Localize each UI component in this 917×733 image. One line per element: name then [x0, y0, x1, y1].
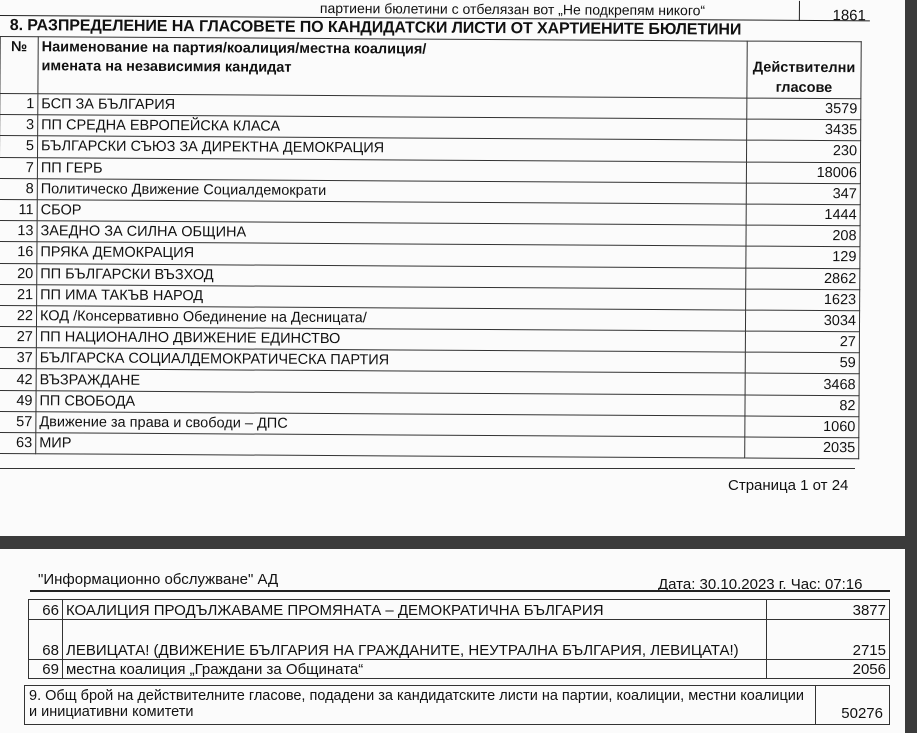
row-name: Движение за права и свободи – ДПС: [36, 412, 745, 438]
row-votes: 3468: [745, 373, 859, 395]
header-name-line2: имената на независимия кандидат: [41, 58, 292, 76]
row-votes: 27: [745, 331, 859, 353]
row-number: 11: [0, 199, 37, 220]
row-name: ПП СРЕДНА ЕВРОПЕЙСКА КЛАСА: [38, 115, 747, 141]
cell-divider: [799, 1, 800, 21]
section-9-label: 9. Общ брой на действителните гласове, подадени за кандидатските листи на партии, коалиции, местни коалиции и инициативни комитети: [29, 688, 804, 720]
page-number: Страница 1 от 24: [728, 477, 849, 494]
row-number: 5: [0, 136, 38, 157]
row-number: 20: [0, 263, 37, 284]
row-name: ПП БЪЛГАРСКИ ВЪЗХОД: [37, 263, 746, 289]
row-name: ПП НАЦИОНАЛНО ДВИЖЕНИЕ ЕДИНСТВО: [36, 327, 745, 353]
row-votes: 208: [746, 225, 860, 247]
none-of-the-above-label: партиени бюлетини с отбелязан вот „Не подкрепям никого“: [319, 0, 706, 19]
header-votes-line1: Действителни: [752, 59, 856, 77]
page-2-header-date: Дата: 30.10.2023 г. Час: 07:16: [658, 576, 863, 593]
row-votes: 59: [745, 352, 859, 374]
votes-table: [0, 36, 862, 459]
row-votes: 2862: [746, 268, 860, 290]
section-8-title: 8. РАЗПРЕДЕЛЕНИЕ НА ГЛАСОВЕТЕ ПО КАНДИДАТСКИ ЛИСТИ ОТ ХАРТИЕНИТЕ БЮЛЕТИНИ: [9, 17, 742, 39]
section-9-total-box: [24, 685, 890, 725]
row-votes: 1444: [746, 204, 860, 226]
row-votes: 82: [745, 395, 859, 417]
row-votes: 129: [746, 246, 860, 268]
section-9-total: 50276: [841, 705, 883, 722]
votes-table-body: [0, 94, 861, 459]
row-number: 8: [0, 178, 37, 199]
row-votes: 1623: [746, 289, 860, 311]
row-number: 69: [29, 660, 63, 679]
row-name: ЗАЕДНО ЗА СИЛНА ОБЩИНА: [37, 221, 746, 247]
header-name: [38, 37, 747, 98]
row-name: ЛЕВИЦАТА! (ДВИЖЕНИЕ БЪЛГАРИЯ НА ГРАЖДАНИТЕ, НЕУТРАЛНА БЪЛГАРИЯ, ЛЕВИЦАТА!): [62, 620, 766, 660]
row-number: 42: [0, 369, 36, 390]
table-row: [29, 600, 890, 620]
table-header-row: [0, 37, 861, 99]
row-name: ВЪЗРАЖДАНЕ: [36, 369, 745, 395]
cell-divider: [815, 686, 816, 724]
row-name: БЪЛГАРСКИ СЪЮЗ ЗА ДИРЕКТНА ДЕМОКРАЦИЯ: [37, 136, 746, 162]
row-name: МИР: [36, 433, 745, 459]
row-votes: 3877: [767, 600, 890, 620]
row-votes: 2056: [767, 660, 890, 679]
row-number: 7: [0, 157, 37, 178]
row-number: 57: [0, 411, 36, 432]
row-name: местна коалиция „Граждани за Общината“: [62, 660, 766, 679]
row-number: 1: [0, 94, 38, 115]
row-name: ПП СВОБОДА: [36, 390, 745, 416]
row-number: 66: [29, 600, 63, 620]
row-number: 49: [0, 390, 36, 411]
row-number: 21: [0, 284, 37, 305]
row-number: 37: [0, 348, 36, 369]
table-row: [29, 620, 890, 660]
row-name: ПП ИМА ТАКЪВ НАРОД: [37, 284, 746, 310]
row-name: СБОР: [37, 200, 746, 226]
row-number: 22: [0, 305, 37, 326]
row-number: 3: [0, 115, 38, 136]
page-2-header-company: "Информационно обслужване" АД: [38, 571, 279, 588]
row-votes: 347: [746, 183, 860, 205]
header-number: №: [0, 37, 38, 94]
row-name: ПП ГЕРБ: [37, 157, 746, 183]
row-votes: 1060: [745, 416, 859, 438]
header-votes: [747, 41, 861, 99]
none-of-the-above-votes: 1861: [832, 7, 866, 25]
table-row: [0, 432, 859, 458]
header-votes-line2: гласове: [775, 79, 833, 97]
row-name: БСП ЗА БЪЛГАРИЯ: [38, 94, 747, 120]
row-number: 63: [0, 432, 36, 453]
header-name-line1: Наименование на партия/коалиция/местна коалиция/: [41, 39, 427, 58]
row-name: КОАЛИЦИЯ ПРОДЪЛЖАВАМЕ ПРОМЯНАТА – ДЕМОКРАТИЧНА БЪЛГАРИЯ: [62, 600, 766, 620]
row-name: КОД /Консервативно Обединение на Десницата/: [36, 306, 745, 332]
row-number: 13: [0, 221, 37, 242]
header-divider: [30, 590, 890, 592]
row-votes: 230: [747, 140, 861, 162]
row-votes: 3034: [745, 310, 859, 332]
footer-divider: [0, 468, 855, 469]
row-name: БЪЛГАРСКА СОЦИАЛДЕМОКРАТИЧЕСКА ПАРТИЯ: [36, 348, 745, 374]
row-votes: 2035: [745, 437, 859, 459]
row-votes: 3435: [747, 119, 861, 141]
row-votes: 2715: [767, 620, 890, 660]
row-name: Политическо Движение Социалдемократи: [37, 178, 746, 204]
votes-table-continued: [28, 599, 890, 679]
row-votes: 18006: [746, 162, 860, 184]
document-page-2: [0, 549, 905, 733]
table-row: [29, 660, 890, 679]
row-votes: 3579: [747, 98, 861, 120]
row-number: 27: [0, 327, 36, 348]
row-number: 16: [0, 242, 37, 263]
row-number: 68: [29, 620, 63, 660]
row-name: ПРЯКА ДЕМОКРАЦИЯ: [37, 242, 746, 268]
